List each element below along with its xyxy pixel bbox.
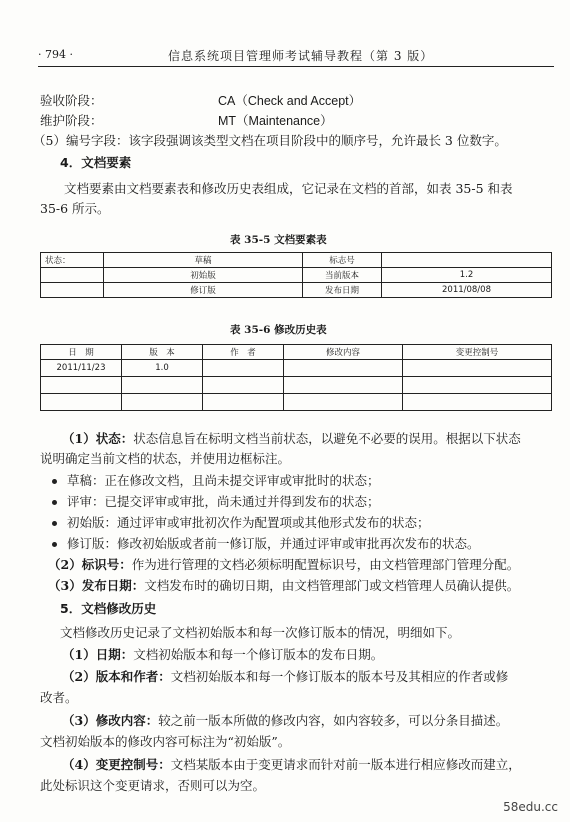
table-cell <box>41 268 104 283</box>
history-item-content-line-2: 文档初始版本的修改内容可标注为“初始版”。 <box>40 734 291 749</box>
table-cell <box>284 394 403 411</box>
table-cell: 初始版 <box>104 268 303 283</box>
revision-history-table <box>40 344 552 411</box>
history-item-version-line-2: 改者。 <box>40 690 78 705</box>
book-title: 信息系统项目管理师考试辅导教程（第 3 版） <box>168 49 434 63</box>
watermark: 58edu.cc <box>503 800 558 814</box>
document-elements-table <box>40 252 552 298</box>
table-cell <box>403 360 552 377</box>
table-cell <box>382 253 552 268</box>
list-item: 修订版：修改初始版或者前一修订版，并通过评审或审批再次发布的状态。 <box>52 533 480 554</box>
table-cell: 标志号 <box>303 253 382 268</box>
table-cell: 修订版 <box>104 283 303 298</box>
table-cell <box>122 394 203 411</box>
history-item-date: （1）日期：文档初始版本和每一个修订版本的发布日期。 <box>62 647 384 662</box>
table-cell: 1.2 <box>382 268 552 283</box>
table-cell <box>403 377 552 394</box>
table-cell: 2011/08/08 <box>382 283 552 298</box>
section-4-heading: 4．文档要素 <box>60 155 132 170</box>
table-cell: 状态： <box>41 253 104 268</box>
table-cell <box>203 394 284 411</box>
table-cell <box>203 360 284 377</box>
status-paragraph: （1）状态：状态信息旨在标明文档当前状态，以避免不必要的误用。根据以下状态 <box>62 431 521 446</box>
history-item-change-control: （4）变更控制号：文档某版本由于变更请求而针对前一版本进行相应修改而建立， <box>62 757 521 772</box>
table-35-5-caption: 表 35-5 文档要素表 <box>230 234 327 246</box>
page-header <box>38 46 554 67</box>
section-4-intro-line-1: 文档要素由文档要素表和修改历史表组成，它记录在文档的首部，如表 35-5 和表 <box>64 181 513 196</box>
column-header: 版 本 <box>122 345 203 360</box>
table-row <box>41 283 552 298</box>
table-cell: 当前版本 <box>303 268 382 283</box>
table-35-6-caption: 表 35-6 修改历史表 <box>230 324 327 336</box>
bullet-icon <box>52 521 57 526</box>
history-item-change-control-line-2: 此处标识这个变更请求，否则可以为空。 <box>40 778 266 793</box>
page-number: · 794 · <box>38 48 73 61</box>
section-5-heading: 5．文档修改历史 <box>60 601 157 616</box>
section-4-intro-line-2: 35-6 所示。 <box>40 201 110 216</box>
stage-acceptance: 验收阶段： CA（Check and Accept） <box>40 93 362 108</box>
stage-maintenance: 维护阶段： MT（Maintenance） <box>40 113 333 128</box>
list-item: 草稿：正在修改文档，且尚未提交评审或审批时的状态； <box>52 470 380 491</box>
table-cell <box>41 377 122 394</box>
table-cell: 2011/11/23 <box>41 360 122 377</box>
table-row <box>41 360 552 377</box>
table-cell: 草稿 <box>104 253 303 268</box>
table-cell: 1.0 <box>122 360 203 377</box>
table-cell: 发布日期 <box>303 283 382 298</box>
bullet-icon <box>52 479 57 484</box>
list-item: 初始版：通过评审或审批初次作为配置项或其他形式发布的状态； <box>52 512 430 533</box>
table-row <box>41 377 552 394</box>
table-cell <box>41 394 122 411</box>
numbering-paragraph: （5）编号字段：该字段强调该类型文档在项目阶段中的顺序号，允许最长 3 位数字。 <box>33 133 507 148</box>
history-item-content: （3）修改内容：较之前一版本所做的修改内容，如内容较多，可以分条目描述。 <box>62 713 509 728</box>
table-cell <box>403 394 552 411</box>
status-paragraph-line-2: 说明确定当前文档的状态，并使用边框标注。 <box>40 451 291 466</box>
table-row <box>41 268 552 283</box>
column-header: 作 者 <box>203 345 284 360</box>
list-item: 评审：已提交评审或审批，尚未通过并得到发布的状态； <box>52 491 380 512</box>
column-header: 变更控制号 <box>403 345 552 360</box>
table-cell <box>122 377 203 394</box>
release-date-paragraph: （3）发布日期：文档发布时的确切日期，由文档管理部门或文档管理人员确认提供。 <box>48 578 520 593</box>
table-cell <box>284 377 403 394</box>
section-5-intro: 文档修改历史记录了文档初始版本和每一次修订版本的情况，明细如下。 <box>60 625 461 640</box>
table-cell <box>41 283 104 298</box>
table-header-row <box>41 345 552 360</box>
table-cell <box>284 360 403 377</box>
identifier-paragraph: （2）标识号：作为进行管理的文档必须标明配置标识号，由文档管理部门管理分配。 <box>48 557 520 572</box>
bullet-icon <box>52 542 57 547</box>
column-header: 修改内容 <box>284 345 403 360</box>
bullet-icon <box>52 500 57 505</box>
table-row <box>41 253 552 268</box>
table-row <box>41 394 552 411</box>
history-item-version: （2）版本和作者：文档初始版本和每一个修订版本的版本号及其相应的作者或修 <box>62 669 509 684</box>
column-header: 日 期 <box>41 345 122 360</box>
table-cell <box>203 377 284 394</box>
